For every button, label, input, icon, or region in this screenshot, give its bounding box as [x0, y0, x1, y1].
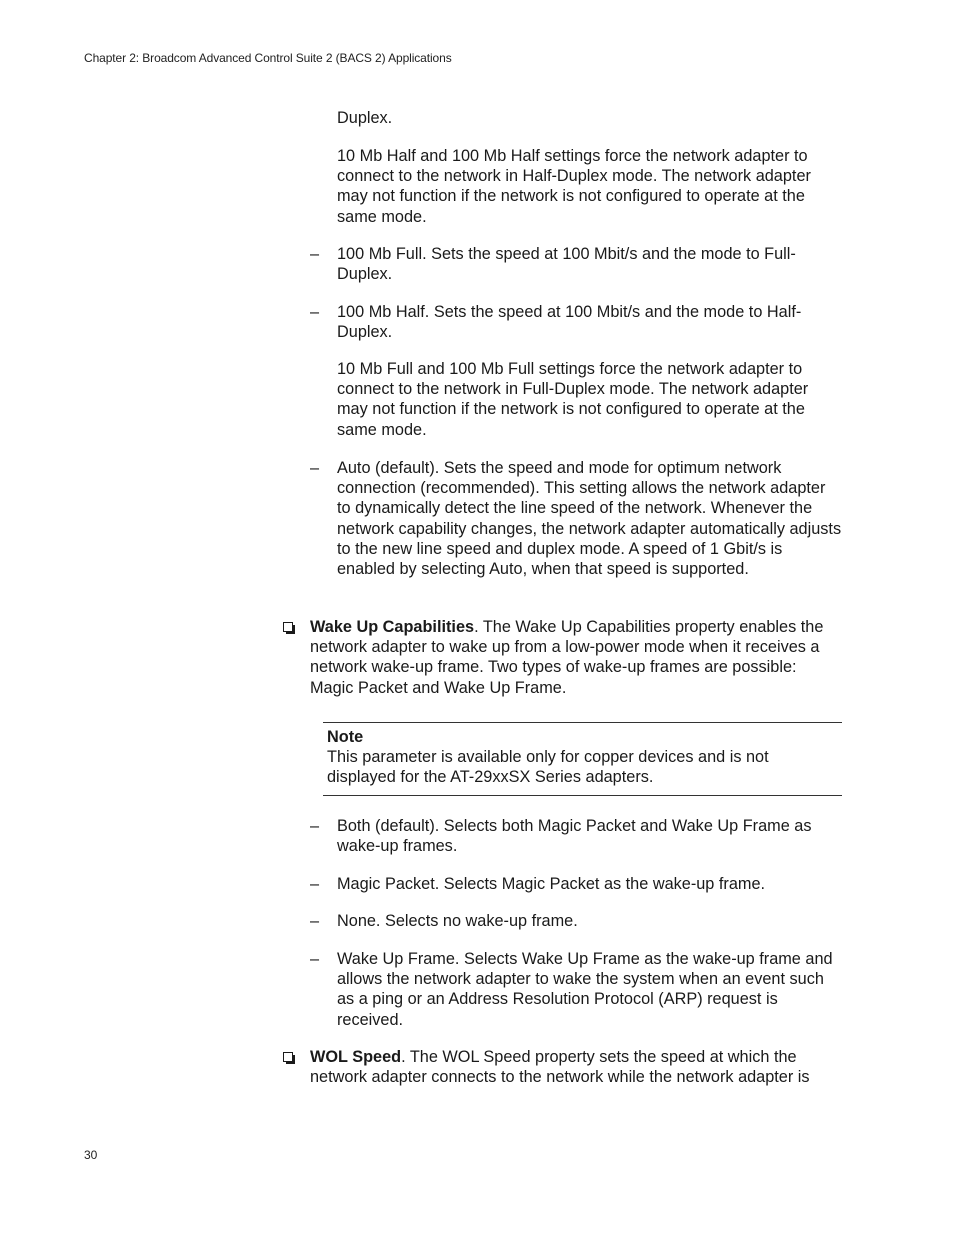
full-duplex-paragraph: 10 Mb Full and 100 Mb Full settings force the network adapter to connect to the network in Full-Duplex mode. The network adapter may not function if the network is not configured to operate at the same mode. — [337, 360, 809, 439]
dash-marker: – — [310, 912, 320, 930]
dash-marker: – — [310, 817, 320, 835]
dash-marker: – — [310, 875, 320, 893]
option-auto: Auto (default). Sets the speed and mode for optimum network connection (recommended). This setting allows the network adapter to dynamically detect the line speed of the network. Whenever the network capability changes, the network adapter automatically adjusts to the new line speed and duplex mode. A speed of 1 Gbit/s is enabled by selecting Auto, when that speed is supported. — [337, 459, 842, 579]
dash-marker: – — [310, 303, 320, 321]
half-duplex-paragraph: 10 Mb Half and 100 Mb Half settings force the network adapter to connect to the network in Half-Duplex mode. The network adapter may not function if the network is not configured to operate at the same mode. — [337, 147, 811, 226]
wol-speed-term: WOL Speed — [310, 1048, 402, 1066]
option-wake-up-frame: Wake Up Frame. Selects Wake Up Frame as the wake-up frame and allows the network adapter to wake the system when an event such as a ping or an Address Resolution Protocol (ARP) request is received. — [337, 950, 833, 1029]
checkbox-bullet-icon — [283, 1052, 293, 1062]
running-header: Chapter 2: Broadcom Advanced Control Suite 2 (BACS 2) Applications — [84, 51, 452, 65]
option-none: None. Selects no wake-up frame. — [337, 912, 578, 930]
wake-up-capabilities-paragraph — [310, 617, 842, 698]
note-top-rule — [323, 722, 842, 723]
wake-up-capabilities-term: Wake Up Capabilities — [310, 618, 475, 636]
wake-up-capabilities-text: . The Wake Up Capabilities property enables the network adapter to wake up from a low-power mode when it receives a network wake-up frame. Two types of wake-up frames are possible: Magic Packet and Wake Up Frame. — [310, 618, 824, 697]
page-number: 30 — [84, 1148, 98, 1162]
note-title: Note — [327, 728, 364, 746]
duplex-continuation: Duplex. — [337, 109, 393, 127]
wol-speed-text: . The WOL Speed property sets the speed at which the network adapter connects to the network while the network adapter is — [310, 1048, 810, 1087]
dash-marker: – — [310, 459, 320, 477]
dash-marker: – — [310, 950, 320, 968]
wol-speed-paragraph — [310, 1047, 842, 1087]
dash-marker: – — [310, 245, 320, 263]
note-body: This parameter is available only for copper devices and is not displayed for the AT-29xxSX Series adapters. — [327, 748, 769, 787]
option-magic-packet: Magic Packet. Selects Magic Packet as the wake-up frame. — [337, 875, 766, 893]
checkbox-bullet-icon — [283, 622, 293, 632]
note-bottom-rule — [323, 795, 842, 796]
option-both: Both (default). Selects both Magic Packet and Wake Up Frame as wake-up frames. — [337, 817, 812, 856]
option-100mb-full: 100 Mb Full. Sets the speed at 100 Mbit/s and the mode to Full-Duplex. — [337, 245, 796, 284]
option-100mb-half: 100 Mb Half. Sets the speed at 100 Mbit/s and the mode to Half-Duplex. — [337, 303, 802, 342]
